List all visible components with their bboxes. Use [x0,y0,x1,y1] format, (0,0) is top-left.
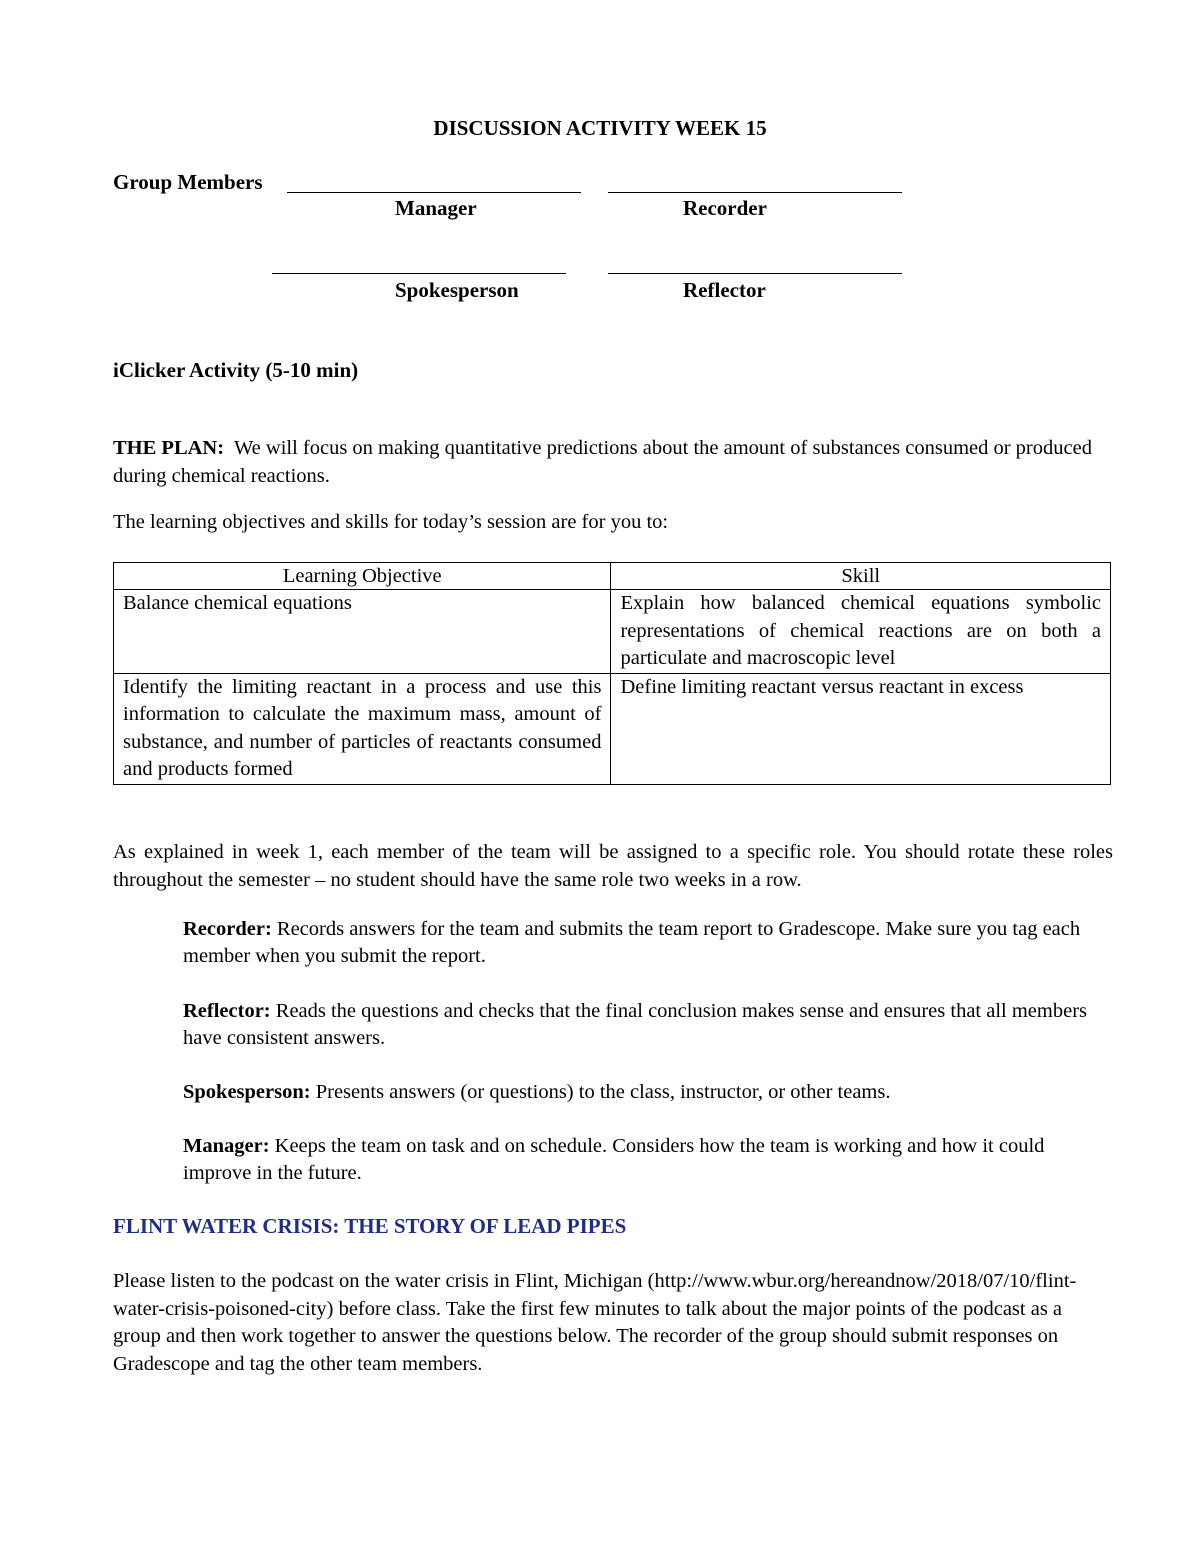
table-cell-skill: Define limiting reactant versus reactant in excess [611,673,1111,784]
table-cell-objective: Identify the limiting reactant in a process and use this information to calculate the maximum mass, amount of substance, and number of particles of reactants consumed and products formed [114,673,611,784]
table-header-skill: Skill [611,563,1111,590]
flint-paragraph: Please listen to the podcast on the water crisis in Flint, Michigan (http://www.wbur.org/hereandnow/2018/07/10/flint-water-crisis-poisoned-city) before class. Take the first few minutes to talk about the major points of the podcast as a group and then work together to answer the questions below. The recorder of the group should submit responses on Gradescope and tag the other team members. [113,1270,1077,1375]
page-title: DISCUSSION ACTIVITY WEEK 15 [433,116,767,140]
role-description-reflector [183,998,1113,1052]
role-name: Recorder: [183,918,272,940]
group-members-label: Group Members [113,170,263,194]
objectives-intro: The learning objectives and skills for today’s session are for you to: [113,511,669,533]
table-row [114,673,1111,784]
table-cell-objective: Balance chemical equations [114,590,611,674]
iclicker-heading: iClicker Activity (5-10 min) [113,358,359,382]
role-description-spokesperson [183,1079,1113,1106]
plan-paragraph [113,435,1113,490]
manager-blank-line[interactable] [287,192,581,193]
role-name: Spokesperson: [183,1081,311,1103]
role-name: Reflector: [183,1000,271,1022]
recorder-blank-line[interactable] [608,192,902,193]
role-text: Presents answers (or questions) to the class, instructor, or other teams. [315,1081,891,1103]
table-row [114,590,1111,674]
plan-text: We will focus on making quantitative predictions about the amount of substances consumed or produced during chemical reactions. [113,437,1092,487]
role-name: Manager: [183,1135,270,1157]
objectives-table [113,562,1111,785]
reflector-blank-line[interactable] [608,273,902,274]
table-cell-skill: Explain how balanced chemical equations symbolic representations of chemical reactions are on both a particulate and macroscopic level [611,590,1111,674]
role-text: Reads the questions and checks that the final conclusion makes sense and ensures that all members have consistent answers. [183,1000,1087,1049]
flint-section-heading: FLINT WATER CRISIS: THE STORY OF LEAD PIPES [113,1214,627,1238]
role-text: Keeps the team on task and on schedule. Considers how the team is working and how it could improve in the future. [183,1135,1045,1184]
spokesperson-blank-line[interactable] [272,273,566,274]
table-header-objective: Learning Objective [114,563,611,590]
spokesperson-role-label: Spokesperson [395,278,519,302]
role-description-manager [183,1133,1113,1187]
roles-intro: As explained in week 1, each member of the team will be assigned to a specific role. You should rotate these roles throughout the semester – no student should have the same role two weeks in a row. [113,841,1113,891]
role-text: Records answers for the team and submits the team report to Gradescope. Make sure you tag each member when you submit the report. [183,918,1081,967]
plan-label: THE PLAN: [113,437,225,459]
manager-role-label: Manager [395,196,477,220]
reflector-role-label: Reflector [683,278,766,302]
role-description-recorder [183,916,1113,970]
recorder-role-label: Recorder [683,196,767,220]
table-header-row [114,563,1111,590]
